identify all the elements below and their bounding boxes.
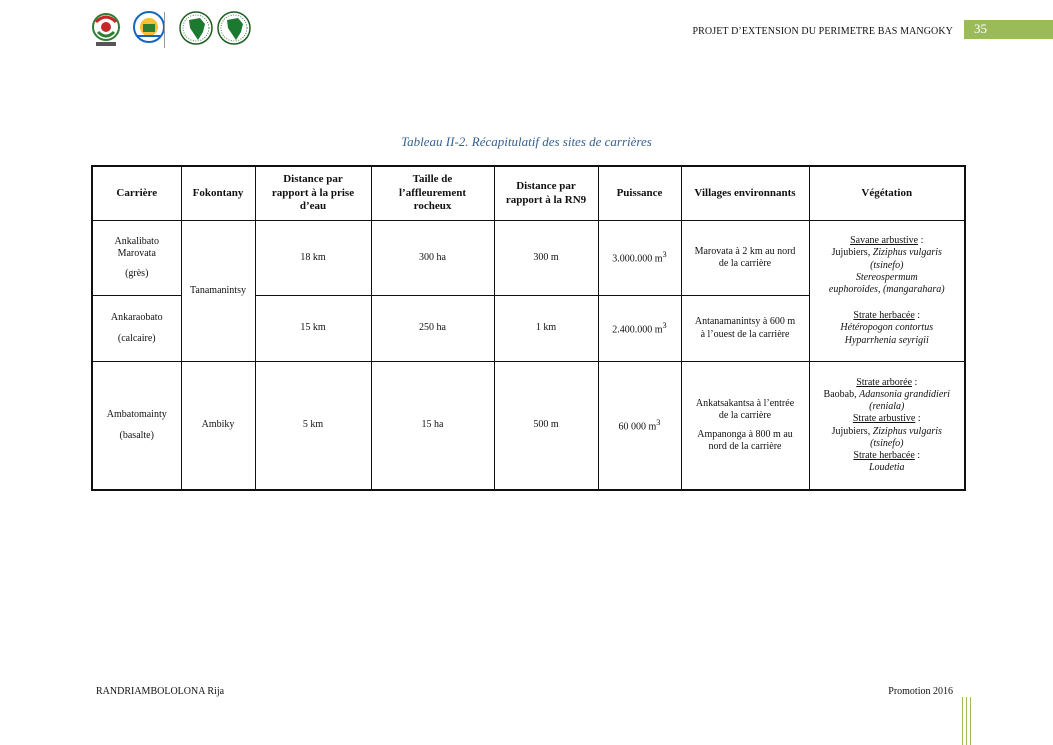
header-vegetation: Végétation [809,166,965,221]
footer-promotion: Promotion 2016 [888,686,953,697]
cell-distance-rn9: 300 m [494,221,598,296]
cell-villages: Antanamanintsy à 600 m à l’ouest de la carrière [681,296,809,362]
ministry-logo [132,10,166,46]
cell-taille: 300 ha [371,221,494,296]
header-puissance: Puissance [598,166,681,221]
adf-logo [216,10,252,48]
table-row [92,221,965,296]
cell-distance-prise: 18 km [255,221,371,296]
cell-fokontany: Ambiky [181,362,255,491]
cell-taille: 15 ha [371,362,494,491]
table-row [92,362,965,491]
page-number: 35 [974,21,987,36]
cell-taille: 250 ha [371,296,494,362]
footer-decorative-lines [962,697,974,745]
header-fokontany: Fokontany [181,166,255,221]
page-number-box [964,20,1053,39]
afdb-logo [178,10,214,48]
table-header-row [92,166,965,221]
cell-distance-prise: 15 km [255,296,371,362]
header-title: PROJET D’EXTENSION DU PERIMETRE BAS MANGOKY [692,26,953,37]
header-carriere: Carrière [92,166,181,221]
cell-carriere: Ankaraobato (calcaire) [92,296,181,362]
header-distance-rn9: Distance par rapport à la RN9 [494,166,598,221]
header-distance-prise: Distance par rapport à la prise d’eau [255,166,371,221]
cell-carriere: Ankalibato Marovata (grès) [92,221,181,296]
cell-vegetation-bottom: Strate arborée : Baobab, Adansonia grandidieri (reniala) Strate arbustive : Jujubiers, Ziziphus vulgaris (tsinefo) Strate herbacée : Loudetia [809,362,965,491]
header-villages: Villages environnants [681,166,809,221]
header-taille: Taille de l’affleurement rocheux [371,166,494,221]
madagascar-emblem-logo [88,10,124,48]
quarry-sites-table [91,165,966,491]
table-caption: Tableau II-2. Récapitulatif des sites de carrières [401,134,652,149]
cell-villages: Marovata à 2 km au nord de la carrière [681,221,809,296]
cell-puissance: 3.000.000 $m^3$ [598,221,681,296]
cell-distance-rn9: 1 km [494,296,598,362]
cell-carriere: Ambatomainty (basalte) [92,362,181,491]
cell-villages: Ankatsakantsa à l’entrée de la carrière Ampanonga à 800 m au nord de la carrière [681,362,809,491]
footer-author: RANDRIAMBOLOLONA Rija [96,686,225,697]
logo-separator [164,12,165,48]
cell-distance-prise: 5 km [255,362,371,491]
cell-puissance: 60 000 $m^3$ [598,362,681,491]
cell-puissance: 2.400.000 $m^3$ [598,296,681,362]
cell-vegetation-top: Savane arbustive : Jujubiers, Ziziphus vulgaris (tsinefo) Stereospermum euphoroides, (mangarahara) Strate herbacée : Hétéropogon contortus Hyparrhenia seyrigii [809,221,965,362]
cell-distance-rn9: 500 m [494,362,598,491]
cell-fokontany-merged: Tanamanintsy [181,221,255,362]
